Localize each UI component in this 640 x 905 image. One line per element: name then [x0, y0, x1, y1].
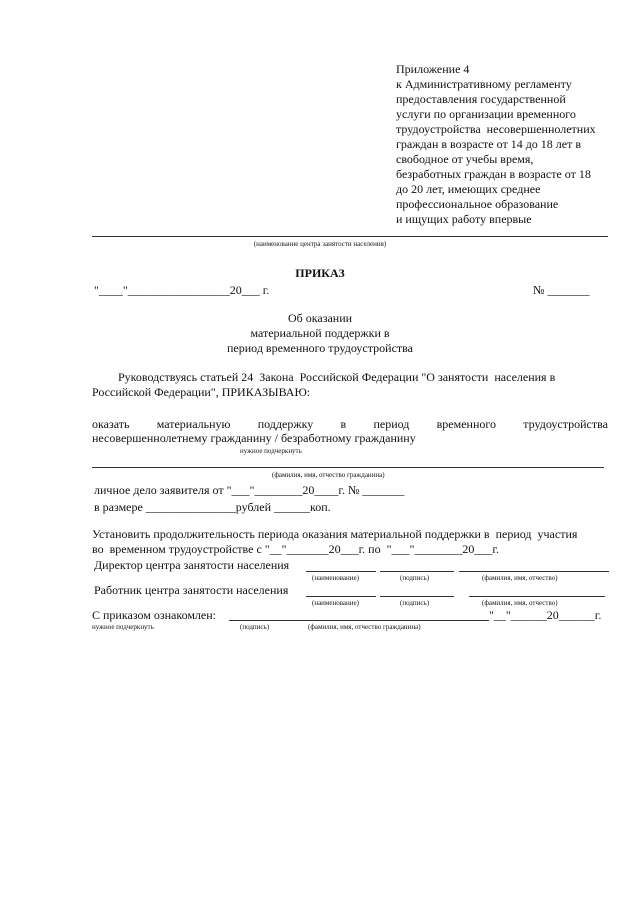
- employee-caption-name: (наименование): [312, 599, 359, 607]
- appendix-block: [396, 62, 626, 227]
- director-caption-fio: (фамилия, имя, отчество): [482, 574, 558, 582]
- order-word: оказать: [92, 417, 130, 431]
- director-caption-sign: (подпись): [400, 574, 430, 582]
- subject-line-2: материальной поддержки в: [250, 326, 390, 340]
- preamble-line-1: Руководствуясь статьей 24 Закона Российской Федерации "О занятости населения в: [118, 370, 556, 384]
- employee-caption-sign: (подпись): [400, 599, 430, 607]
- subject-line-3: период временного трудоустройства: [227, 341, 413, 355]
- employee-name-line: [306, 596, 376, 597]
- underline-note: нужное подчеркнуть: [240, 447, 302, 455]
- preamble-line-2: Российской Федерации", ПРИКАЗЫВАЮ:: [92, 385, 311, 399]
- director-sign-line: [380, 571, 454, 572]
- order-word: поддержку: [257, 417, 314, 431]
- appendix-line: к Административному регламенту: [396, 77, 572, 91]
- order-word: период: [373, 417, 410, 431]
- order-date-line: "____"_________________20___ г.: [94, 283, 270, 297]
- acquainted-sign-line: [229, 620, 489, 621]
- amount-line: в размере _______________рублей ______коп.: [94, 500, 331, 514]
- appendix-line: предоставления государственной: [396, 92, 566, 106]
- employee-sign-line: [380, 596, 454, 597]
- order-word: трудоустройства: [523, 417, 608, 431]
- order-text-line-2: несовершеннолетнему гражданину / безработному гражданину: [92, 431, 416, 445]
- acquainted-label: С приказом ознакомлен:: [92, 608, 217, 622]
- order-word: временного: [436, 417, 497, 431]
- duration-line-2: во временном трудоустройстве с "__"_______20___г. по "___"________20___г.: [92, 542, 499, 556]
- order-number-line: № _______: [533, 283, 590, 297]
- appendix-line: граждан в возрасте от 14 до 18 лет в: [396, 137, 582, 151]
- case-file-line: личное дело заявителя от "___"________20____г. № _______: [94, 483, 405, 497]
- employee-label: Работник центра занятости населения: [94, 583, 289, 597]
- acquainted-caption-fio: (фамилия, имя, отчество гражданина): [308, 623, 421, 631]
- appendix-line: и ищущих работу впервые: [396, 212, 532, 226]
- appendix-line: трудоустройства несовершеннолетних: [396, 122, 596, 136]
- director-label: Директор центра занятости населения: [94, 558, 290, 572]
- order-text-line-1: [92, 417, 608, 431]
- employee-fio-line: [469, 596, 605, 597]
- director-fio-line: [459, 571, 609, 572]
- center-name-line: [92, 236, 608, 237]
- citizen-name-caption: (фамилия, имя, отчество гражданина): [272, 471, 385, 479]
- acquainted-date: "__"______20______г.: [489, 608, 602, 622]
- center-name-caption: (наименование центра занятости населения): [253, 240, 387, 248]
- order-title: ПРИКАЗ: [295, 266, 345, 280]
- acquainted-caption-sign: (подпись): [240, 623, 270, 631]
- subject-line-1: Об оказании: [287, 311, 353, 325]
- appendix-line: услуги по организации временного: [396, 107, 576, 121]
- director-caption-name: (наименование): [312, 574, 359, 582]
- appendix-line: Приложение 4: [396, 62, 470, 76]
- director-name-line: [306, 571, 376, 572]
- appendix-line: до 20 лет, имеющих среднее: [396, 182, 541, 196]
- acquainted-note: нужное подчеркнуть: [92, 623, 154, 631]
- order-word: в: [340, 417, 347, 431]
- order-word: материальную: [156, 417, 231, 431]
- citizen-name-line: [92, 467, 604, 468]
- duration-line-1: Установить продолжительность периода оказания материальной поддержки в период участия: [92, 527, 578, 541]
- appendix-line: профессиональное образование: [396, 197, 559, 211]
- appendix-line: безработных граждан в возрасте от 18: [396, 167, 591, 181]
- appendix-line: свободное от учебы время,: [396, 152, 534, 166]
- employee-caption-fio: (фамилия, имя, отчество): [482, 599, 558, 607]
